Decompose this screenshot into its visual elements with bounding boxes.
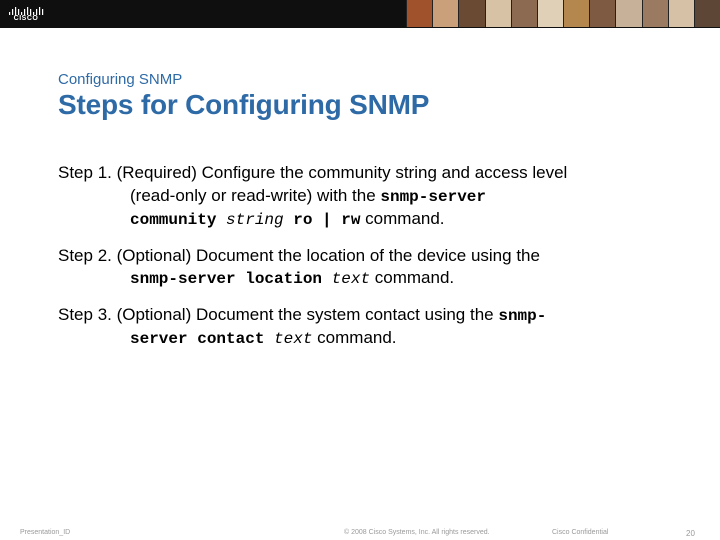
step-1-text-3: command. bbox=[360, 209, 445, 228]
footer-page-number: 20 bbox=[686, 529, 695, 538]
header-photo bbox=[537, 0, 563, 27]
step-2-code-1: snmp-server location bbox=[130, 270, 332, 288]
step-3 bbox=[58, 304, 698, 351]
footer-presentation-id: Presentation_ID bbox=[20, 529, 71, 536]
step-1-code-2: community bbox=[130, 211, 227, 229]
step-3-code-2: server contact bbox=[130, 330, 275, 348]
step-1-code-1: snmp-server bbox=[380, 187, 486, 206]
step-2-text-2: command. bbox=[370, 268, 455, 287]
header-photo bbox=[511, 0, 537, 27]
step-1-arg-1: string bbox=[226, 211, 284, 229]
cisco-logo-text: CISCO bbox=[13, 15, 39, 22]
section-label: Configuring SNMP bbox=[58, 71, 183, 88]
header-photo bbox=[694, 0, 720, 27]
slide-body bbox=[58, 162, 698, 364]
step-3-line-1 bbox=[58, 304, 698, 328]
step-1-line-3 bbox=[58, 208, 698, 232]
step-3-code-1: snmp- bbox=[498, 306, 547, 325]
step-1-code-3: ro | rw bbox=[283, 211, 361, 229]
slide-title: Steps for Configuring SNMP bbox=[58, 89, 430, 120]
step-3-line-2 bbox=[58, 327, 698, 351]
header-photo bbox=[668, 0, 694, 27]
header-photo bbox=[458, 0, 484, 27]
header-photo bbox=[615, 0, 641, 27]
step-2 bbox=[58, 245, 698, 291]
step-1 bbox=[58, 162, 698, 232]
header-photo bbox=[642, 0, 668, 27]
header-photo bbox=[432, 0, 458, 27]
header-photo-strip bbox=[406, 0, 720, 27]
footer-confidential: Cisco Confidential bbox=[552, 529, 609, 536]
step-2-arg-1: text bbox=[331, 270, 371, 288]
step-3-text-1: Step 3. (Optional) Document the system contact using the bbox=[58, 304, 499, 324]
cisco-logo bbox=[6, 4, 46, 24]
step-1-text-2: (read-only or read-write) with the bbox=[130, 185, 381, 205]
step-1-line-2 bbox=[58, 185, 698, 209]
step-2-line-2 bbox=[58, 267, 698, 291]
header-photo bbox=[406, 0, 432, 27]
step-1-line-1: Step 1. (Required) Configure the community string and access level bbox=[58, 163, 568, 182]
step-3-text-2: command. bbox=[312, 328, 397, 347]
header-photo bbox=[589, 0, 615, 27]
header-photo bbox=[563, 0, 589, 27]
header-photo bbox=[485, 0, 511, 27]
step-2-line-1: Step 2. (Optional) Document the location of the device using the bbox=[58, 245, 540, 265]
step-3-arg-1: text bbox=[274, 330, 313, 348]
header-bar bbox=[0, 0, 720, 28]
footer-copyright: © 2008 Cisco Systems, Inc. All rights reserved. bbox=[344, 529, 490, 536]
